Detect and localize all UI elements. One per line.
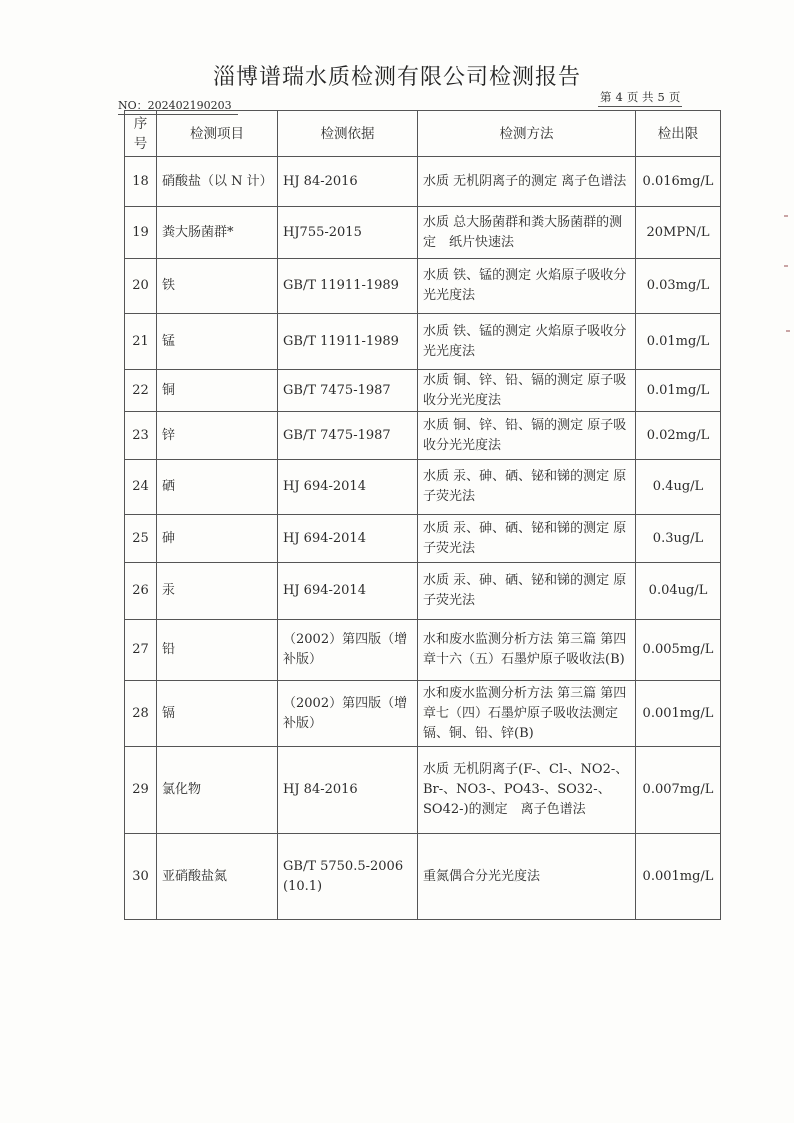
table-row [125,259,721,314]
cell-method: 水和废水监测分析方法 第三篇 第四章十六（五）石墨炉原子吸收法(B) [418,620,636,681]
table-header-row [125,111,721,157]
page-prefix: 第 [600,90,612,104]
cell-basis: HJ 694-2014 [278,460,418,515]
cell-seq: 30 [125,834,157,920]
cell-limit: 20MPN/L [636,207,721,259]
cell-item: 粪大肠菌群* [157,207,278,259]
report-number: NO：202402190203 [118,97,238,115]
table-body [125,157,721,920]
scan-mark [786,330,790,332]
cell-item: 镉 [157,681,278,747]
cell-basis: （2002）第四版（增补版） [278,681,418,747]
cell-item: 硒 [157,460,278,515]
cell-limit: 0.001mg/L [636,681,721,747]
cell-item: 砷 [157,515,278,563]
cell-method: 水和废水监测分析方法 第三篇 第四章七（四）石墨炉原子吸收法测定镉、铜、铅、锌(B) [418,681,636,747]
table-row [125,747,721,834]
cell-seq: 20 [125,259,157,314]
cell-limit: 0.016mg/L [636,157,721,207]
cell-item: 锰 [157,314,278,370]
cell-item: 氯化物 [157,747,278,834]
cell-item: 铜 [157,370,278,412]
col-header-method: 检测方法 [418,111,636,157]
table-row [125,370,721,412]
cell-basis: GB/T 7475-1987 [278,370,418,412]
cell-limit: 0.01mg/L [636,314,721,370]
table-header [125,111,721,157]
cell-seq: 19 [125,207,157,259]
cell-basis: HJ 694-2014 [278,515,418,563]
cell-limit: 0.005mg/L [636,620,721,681]
cell-item: 硝酸盐（以 N 计） [157,157,278,207]
cell-method: 水质 总大肠菌群和粪大肠菌群的测定 纸片快速法 [418,207,636,259]
cell-basis: HJ 84-2016 [278,747,418,834]
table-row [125,681,721,747]
cell-seq: 23 [125,412,157,460]
cell-item: 汞 [157,563,278,620]
cell-basis: GB/T 5750.5-2006 (10.1) [278,834,418,920]
cell-item: 锌 [157,412,278,460]
cell-limit: 0.04ug/L [636,563,721,620]
col-header-basis: 检测依据 [278,111,418,157]
cell-basis: HJ755-2015 [278,207,418,259]
cell-seq: 26 [125,563,157,620]
cell-seq: 27 [125,620,157,681]
cell-item: 铁 [157,259,278,314]
cell-seq: 18 [125,157,157,207]
cell-seq: 24 [125,460,157,515]
cell-method: 水质 铜、锌、铅、镉的测定 原子吸收分光光度法 [418,370,636,412]
table-row [125,834,721,920]
table-row [125,412,721,460]
page-indicator [598,89,682,107]
table-row [125,563,721,620]
cell-seq: 29 [125,747,157,834]
cell-method: 水质 铁、锰的测定 火焰原子吸收分光光度法 [418,259,636,314]
cell-basis: GB/T 11911-1989 [278,314,418,370]
cell-method: 重氮偶合分光光度法 [418,834,636,920]
cell-basis: HJ 694-2014 [278,563,418,620]
cell-limit: 0.03mg/L [636,259,721,314]
cell-method: 水质 无机阴离子(F-、Cl-、NO2-、Br-、NO3-、PO43-、SO32-、SO42-)的测定 离子色谱法 [418,747,636,834]
test-results-table [124,110,721,920]
cell-basis: GB/T 11911-1989 [278,259,418,314]
cell-seq: 28 [125,681,157,747]
page-total: 5 [657,90,665,104]
table-row [125,207,721,259]
cell-basis: HJ 84-2016 [278,157,418,207]
cell-method: 水质 汞、砷、硒、铋和锑的测定 原子荧光法 [418,515,636,563]
table-row [125,314,721,370]
cell-method: 水质 铜、锌、铅、镉的测定 原子吸收分光光度法 [418,412,636,460]
cell-item: 铅 [157,620,278,681]
cell-seq: 21 [125,314,157,370]
report-title: 淄博谱瑞水质检测有限公司检测报告 [212,65,581,90]
col-header-limit: 检出限 [636,111,721,157]
cell-limit: 0.4ug/L [636,460,721,515]
cell-method: 水质 汞、砷、硒、铋和锑的测定 原子荧光法 [418,460,636,515]
page-mid: 页 共 [626,90,654,104]
cell-seq: 22 [125,370,157,412]
page-current: 4 [615,90,623,104]
cell-limit: 0.3ug/L [636,515,721,563]
cell-limit: 0.01mg/L [636,370,721,412]
cell-method: 水质 汞、砷、硒、铋和锑的测定 原子荧光法 [418,563,636,620]
table-row [125,460,721,515]
cell-method: 水质 无机阴离子的测定 离子色谱法 [418,157,636,207]
scan-mark [784,265,788,267]
table-row [125,515,721,563]
cell-method: 水质 铁、锰的测定 火焰原子吸收分光光度法 [418,314,636,370]
cell-basis: （2002）第四版（增补版） [278,620,418,681]
cell-seq: 25 [125,515,157,563]
cell-limit: 0.001mg/L [636,834,721,920]
col-header-seq: 序号 [125,111,157,157]
cell-limit: 0.007mg/L [636,747,721,834]
cell-basis: GB/T 7475-1987 [278,412,418,460]
page-suffix: 页 [668,90,681,104]
table-row [125,157,721,207]
cell-limit: 0.02mg/L [636,412,721,460]
table-row [125,620,721,681]
scan-mark [784,215,788,217]
cell-item: 亚硝酸盐氮 [157,834,278,920]
col-header-item: 检测项目 [157,111,278,157]
